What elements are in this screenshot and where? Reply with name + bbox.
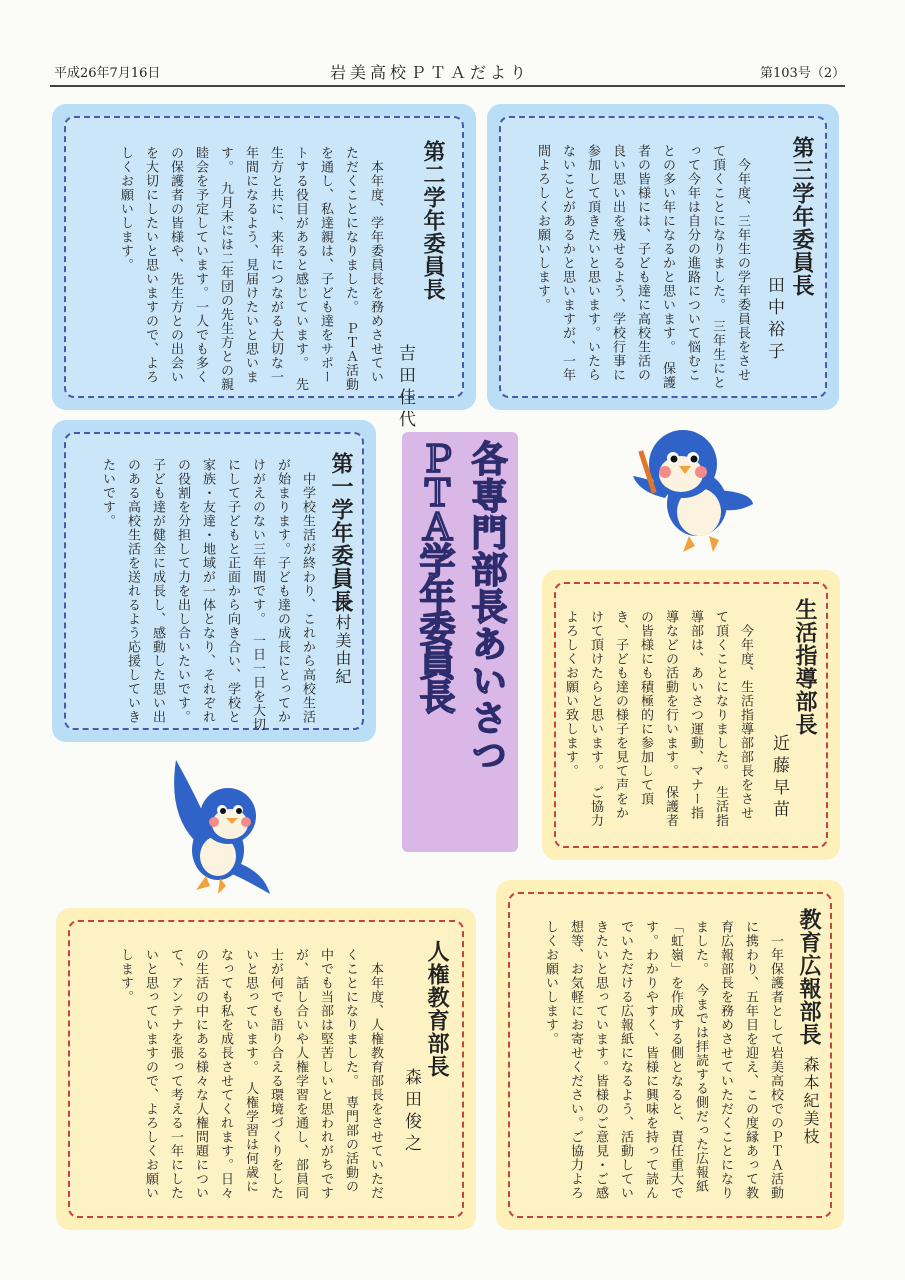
life-guidance-title: 生活指導部長 xyxy=(792,598,817,736)
human-rights-title: 人権教育部長 xyxy=(424,940,449,1078)
education-pr-name: 森本紀美枝 xyxy=(801,1056,820,1146)
life-guidance-body: 今年度、生活指導部部長をさせて頂くことになりました。 生活指導部は、あいさつ運動、マナー指導などの活動を行います。 保護者の皆様にも積極的に参加して頂き、子ども達の様子を見て声をかけて頂けたらと思います。 ご協力よろしくお願い致します。 xyxy=(563,610,753,828)
newsletter-title: 岩美高校ＰＴＡだより xyxy=(330,63,531,82)
issue-date: 平成26年7月16日 xyxy=(54,66,161,81)
header-divider xyxy=(50,85,845,87)
second-grade-body: 本年度、学年委員長を務めさせていただくことになりました。 ＰＴＡ活動を通し、私達親は、子ども達をサポートする役目があると感じています。 先生方と共に、来年につながる大切な一年間になるよう、見届けたいと思います。 九月末には二年団の先生方との親睦会を予定しています。一人でも多くの保護者の皆様や、先生方との出会いを大切にしたいと思いますので、よろしくお願いします。 xyxy=(118,146,383,392)
card-third-grade xyxy=(487,104,839,410)
second-grade-name: 吉田佳代 xyxy=(395,344,415,432)
life-guidance-name: 近藤早苗 xyxy=(769,734,789,822)
third-grade-title: 第三学年委員長 xyxy=(789,136,814,297)
card-education-pr xyxy=(496,880,844,1230)
education-pr-title: 教育広報部長 xyxy=(796,908,821,1046)
bluebird-flying-icon xyxy=(166,752,276,900)
human-rights-name: 森田俊之 xyxy=(401,1068,421,1156)
banner-line-2: 各専門部長あいさつ xyxy=(466,440,507,773)
first-grade-title: 第一学年委員長 xyxy=(328,452,353,613)
card-life-guidance xyxy=(542,570,840,860)
first-grade-name: 木村美由紀 xyxy=(333,596,352,686)
title-banner xyxy=(402,432,518,852)
card-human-rights xyxy=(56,908,476,1230)
card-first-grade xyxy=(52,420,376,742)
first-grade-body: 中学校生活が終わり、これから高校生活が始まります。子ども達の成長にとってかけがえのない三年間です。 一日一日を大切にして子どもと正面から向き合い、学校と家族・友達・地域が一体となり、それぞれの役割を分担して力を出し合いたいです。 子ども達が健全に成長し、感動した思い出のある高校生活を送れるよう応援していきたいです。 xyxy=(100,458,315,732)
third-grade-name: 田中裕子 xyxy=(764,276,784,364)
bluebird-writing-icon xyxy=(625,420,755,555)
issue-number: 第103号（2） xyxy=(760,66,846,81)
third-grade-body: 今年度、三年生の学年委員長をさせて頂くことになりました。 三年生にとって今年は自分の進路について悩むことの多い年になるかと思います。 保護者の皆様には、子ども達に高校生活の良い思い出を残せるよう、学校行事に参加して頂きたいと思います。いたらないことがあるかと思いますが、一年間よろしくお願いします。 xyxy=(535,144,750,390)
second-grade-title: 第二学年委員長 xyxy=(420,140,445,301)
education-pr-body: 一年保護者として岩美高校でのＰＴＡ活動に携わり、五年目を迎え、この度縁あって教育広報部長を務めさせていただくことになりました。 今までは拝読する側だった広報紙「虹嶺」を作成する側となると、責任重大です。わかりやすく、皆様に興味を持って読んでいただける広報紙になるよう、活動していきたいと思っています。皆様のご意見・ご感想等、お気軽にお寄せください。ご協力よろしくお願いします。 xyxy=(543,920,783,1200)
banner-line-1: ＰＴＡ学年委員長 xyxy=(414,440,455,712)
human-rights-body: 本年度、人権教育部長をさせていただくことになりました。 専門部の活動の中でも当部は堅苦しいと思われがちですが、話し合いや人権学習を通し、部員同士が何でも語り合える環境づくりをしたいと思っています。 人権学習は何歳になっても私を成長させてくれます。日々の生活の中にある様々な人権問題について、アンテナを張って考える一年にしたいと思っていますので、よろしくお願いします。 xyxy=(118,948,383,1200)
card-second-grade xyxy=(52,104,476,432)
